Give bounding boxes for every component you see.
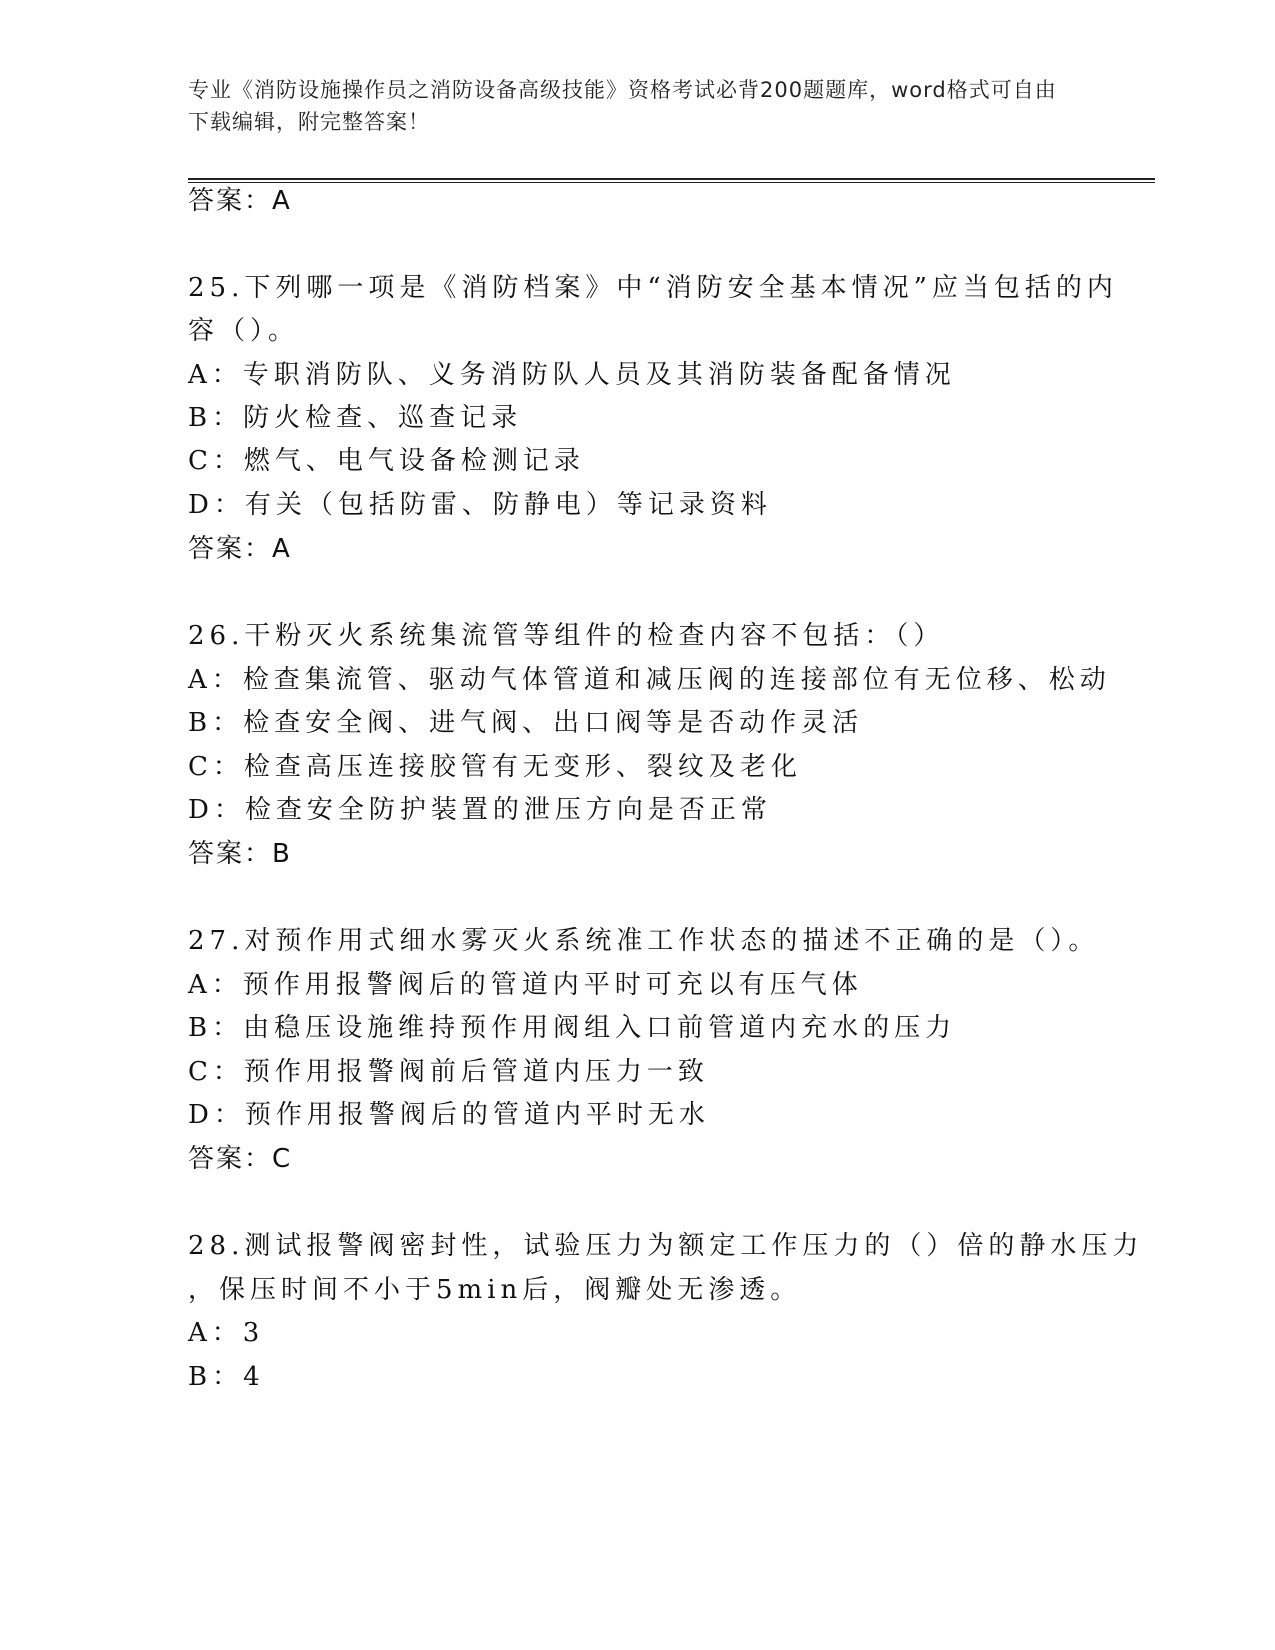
question-25-stem: 25.下列哪一项是《消防档案》中“消防安全基本情况”应当包括的内: [188, 273, 1118, 303]
question-25-option-a: A：专职消防队、义务消防队人员及其消防装备配备情况: [188, 360, 956, 390]
header-divider: [188, 178, 1155, 183]
question-27-option-b: B：由稳压设施维持预作用阀组入口前管道内充水的压力: [188, 1013, 957, 1043]
question-28-option-b: B：4: [188, 1362, 265, 1392]
question-26-option-a: A：检查集流管、驱动气体管道和减压阀的连接部位有无位移、松动: [188, 665, 1111, 695]
question-25-answer: 答案：A: [188, 534, 292, 564]
question-26-stem: 26.干粉灭火系统集流管等组件的检查内容不包括：（）: [188, 621, 945, 651]
question-25-option-c: C：燃气、电气设备检测记录: [188, 446, 585, 476]
question-28-stem: 28.测试报警阀密封性，试验压力为额定工作压力的（）倍的静水压力: [188, 1231, 1144, 1261]
question-26-option-d: D：检查安全防护装置的泄压方向是否正常: [188, 795, 772, 825]
question-26-answer: 答案：B: [188, 839, 292, 869]
document-header: 专业《消防设施操作员之消防设备高级技能》资格考试必背200题题库，word格式可自由下载编辑，附完整答案！: [188, 78, 1057, 134]
question-25-option-b: B：防火检查、巡查记录: [188, 403, 523, 433]
question-28-stem-continued: ，保压时间不小于5min后，阀瓣处无渗透。: [188, 1275, 802, 1305]
question-27-option-c: C：预作用报警阀前后管道内压力一致: [188, 1057, 709, 1087]
question-27-option-d: D：预作用报警阀后的管道内平时无水: [188, 1100, 710, 1130]
question-26-option-c: C：检查高压连接胶管有无变形、裂纹及老化: [188, 752, 802, 782]
question-27-answer: 答案：C: [188, 1144, 293, 1174]
question-27-stem: 27.对预作用式细水雾灭火系统准工作状态的描述不正确的是（）。: [188, 926, 1100, 956]
question-25-option-d: D：有关（包括防雷、防静电）等记录资料: [188, 490, 772, 520]
question-28-option-a: A：3: [188, 1318, 265, 1348]
question-27-option-a: A：预作用报警阀后的管道内平时可充以有压气体: [188, 970, 863, 1000]
answer-line: 答案：A: [188, 186, 292, 216]
question-25-stem-continued: 容（）。: [188, 316, 300, 346]
question-26-option-b: B：检查安全阀、进气阀、出口阀等是否动作灵活: [188, 708, 864, 738]
